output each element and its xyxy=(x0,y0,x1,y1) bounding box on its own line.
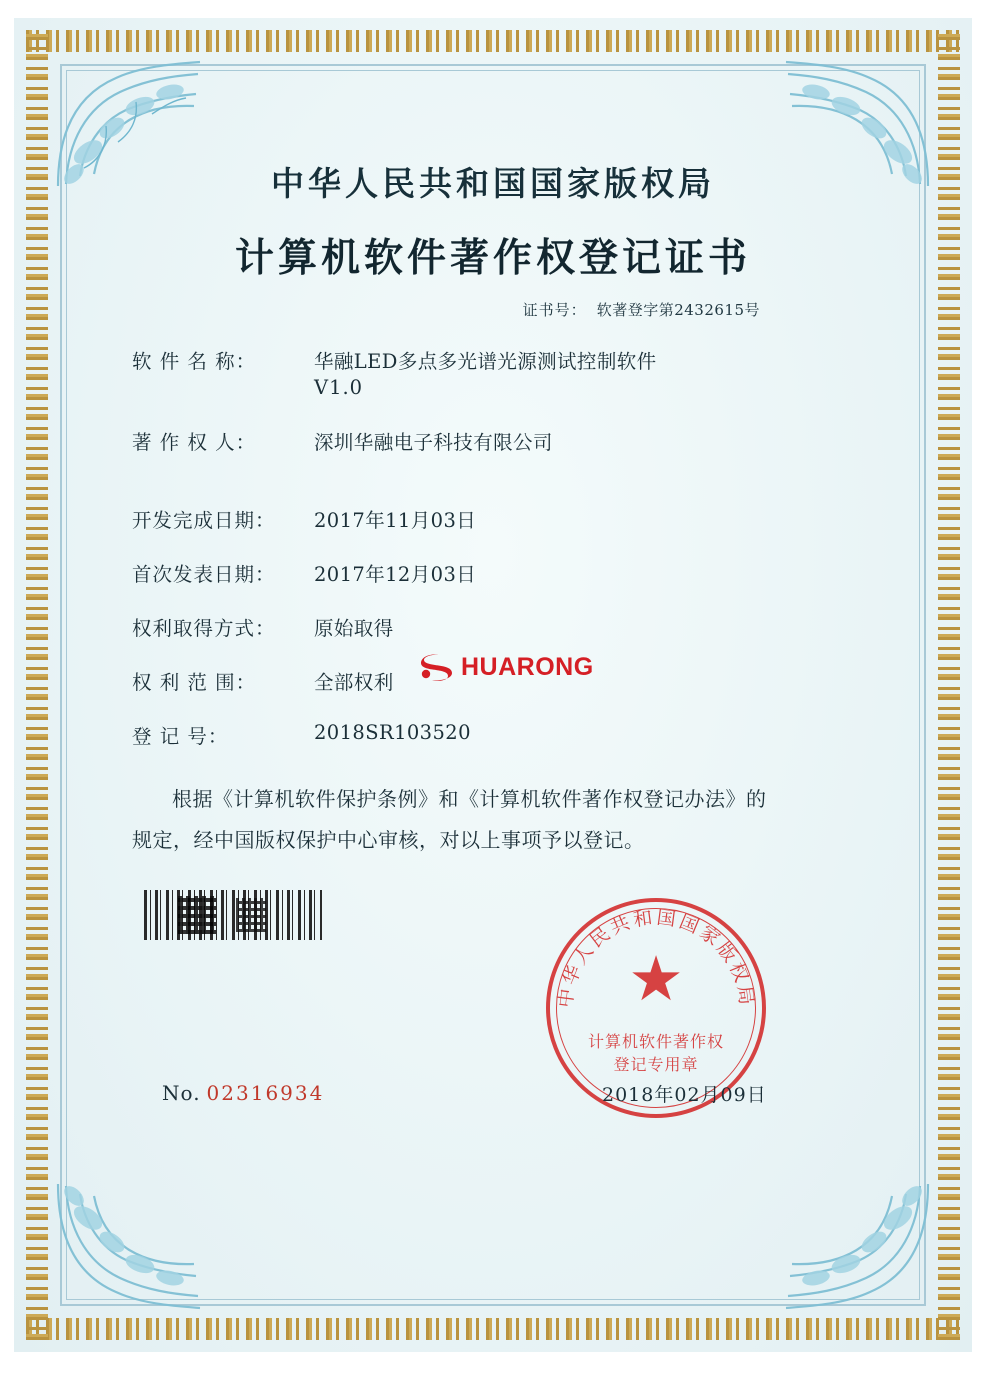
certificate-number xyxy=(74,299,912,320)
border-bottom-meander xyxy=(26,1318,960,1340)
certificate-page xyxy=(14,18,972,1352)
huarong-brand-logo xyxy=(418,652,594,682)
seal-bottom-text xyxy=(550,1030,762,1076)
border-top-meander xyxy=(26,30,960,52)
field-software-name xyxy=(132,346,912,399)
certificate-content xyxy=(74,80,912,1290)
field-value xyxy=(314,346,912,399)
acquisition-method-value: 原始取得 xyxy=(314,617,394,640)
field-label: 首次发表日期： xyxy=(132,563,276,586)
issuing-organization-title: 中华人民共和国国家版权局 xyxy=(271,164,715,203)
barcode-matrix-right xyxy=(236,898,266,932)
barcode xyxy=(144,890,322,940)
field-label: 权 利 范 围： xyxy=(132,671,257,694)
border-left-meander xyxy=(26,30,48,1340)
huarong-brand-text: HUARONG xyxy=(461,652,594,681)
seal-arc-label: 中华人民共和国国家版权局 xyxy=(554,906,758,1010)
legal-statement xyxy=(74,779,912,861)
field-development-date xyxy=(132,505,912,533)
software-version-value: V1.0 xyxy=(314,376,364,399)
field-copyright-owner xyxy=(132,427,912,455)
barcode-matrix-left xyxy=(178,896,216,934)
serial-label: No. xyxy=(162,1081,201,1105)
first-publish-date-value: 2017年12月03日 xyxy=(314,563,477,586)
field-label: 软 件 名 称： xyxy=(132,350,257,373)
field-registration-number xyxy=(132,721,912,749)
seal-text-line-2: 登记专用章 xyxy=(613,1055,699,1075)
certificate-number-value: 软著登字第2432615号 xyxy=(596,301,760,319)
certificate-number-label: 证书号： xyxy=(522,301,587,319)
huarong-logo-icon xyxy=(418,652,454,682)
rights-scope-value: 全部权利 xyxy=(314,671,394,694)
seal-text-line-1: 计算机软件著作权 xyxy=(587,1032,724,1051)
field-label: 登 记 号： xyxy=(132,725,229,748)
software-name-value: 华融LED多点多光谱光源测试控制软件 xyxy=(314,350,657,373)
registration-number-value: 2018SR103520 xyxy=(314,721,471,744)
serial-value: 02316934 xyxy=(206,1081,325,1105)
issue-date: 2018年02月09日 xyxy=(602,1084,767,1106)
certificate-title: 计算机软件著作权登记证书 xyxy=(234,235,751,281)
field-list xyxy=(74,346,912,749)
spacer xyxy=(132,461,912,505)
field-label: 著 作 权 人： xyxy=(132,431,257,454)
legal-statement-line-2: 规定，经中国版权保护中心审核，对以上事项予以登记。 xyxy=(132,828,645,852)
legal-statement-line-1: 根据《计算机软件保护条例》和《计算机软件著作权登记办法》的 xyxy=(172,787,767,811)
field-first-publish-date xyxy=(132,559,912,587)
official-seal: 中华人民共和国国家版权局 ★ 计算机软件著作权 登记专用章 xyxy=(546,898,766,1118)
border-right-meander xyxy=(938,30,960,1340)
field-acquisition-method xyxy=(132,613,912,641)
development-date-value: 2017年11月03日 xyxy=(314,509,477,532)
copyright-owner-value: 深圳华融电子科技有限公司 xyxy=(314,431,553,454)
field-label: 权利取得方式： xyxy=(132,617,276,640)
serial-number xyxy=(162,1081,324,1105)
field-label: 开发完成日期： xyxy=(132,509,276,532)
